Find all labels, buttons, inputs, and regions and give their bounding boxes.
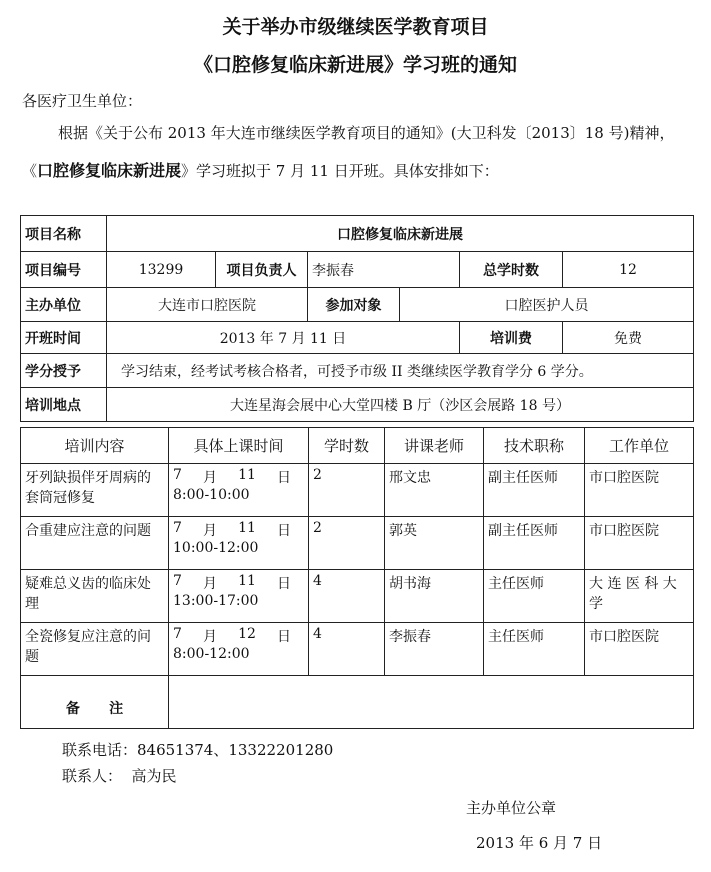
header-time: 具体上课时间 bbox=[169, 428, 309, 464]
place-label: 培训地点 bbox=[21, 388, 107, 422]
class-time bbox=[169, 517, 309, 570]
work-unit bbox=[585, 464, 694, 517]
teacher: 胡书海 bbox=[385, 570, 484, 623]
month: 7 bbox=[173, 573, 182, 589]
unit-line: 大 连 医 科 大 bbox=[589, 576, 677, 592]
notice-title-line2: 《口腔修复临床新进展》学习班的通知 bbox=[193, 54, 517, 76]
content-line: 合重建应注意的问题 bbox=[25, 523, 151, 539]
teacher-title: 副主任医师 bbox=[484, 464, 585, 517]
content-line: 疑难总义齿的临床处 bbox=[25, 576, 151, 592]
project-info-table bbox=[20, 215, 694, 422]
place-value: 大连星海会展中心大堂四楼 B 厅（沙区会展路 18 号） bbox=[107, 388, 694, 422]
work-unit bbox=[585, 517, 694, 570]
table-row bbox=[21, 464, 694, 517]
date-line bbox=[173, 626, 291, 646]
day-unit: 日 bbox=[276, 629, 291, 645]
content-line: 题 bbox=[25, 649, 39, 665]
project-name-label: 项目名称 bbox=[21, 216, 107, 252]
audience-label: 参加对象 bbox=[308, 288, 400, 322]
work-unit bbox=[585, 623, 694, 676]
table-row bbox=[21, 570, 694, 623]
time-range: 8:00-10:00 bbox=[173, 487, 250, 503]
content-line: 牙列缺损伴牙周病的 bbox=[25, 470, 151, 486]
content-line: 套筒冠修复 bbox=[25, 490, 95, 506]
unit-line: 市口腔医院 bbox=[589, 629, 659, 645]
info-row-start bbox=[21, 322, 694, 354]
month: 7 bbox=[173, 626, 182, 642]
paragraph-1: 根据《关于公布 2013 年大连市继续医学教育项目的通知》(大卫科发〔2013〕18 号)精神， bbox=[58, 124, 675, 142]
class-hours: 2 bbox=[309, 464, 385, 517]
time-range: 13:00-17:00 bbox=[173, 593, 259, 609]
day: 11 bbox=[238, 467, 256, 483]
month-unit: 月 bbox=[203, 470, 217, 486]
table-row bbox=[21, 623, 694, 676]
course-content bbox=[21, 517, 169, 570]
schedule-table bbox=[20, 427, 694, 729]
class-time bbox=[169, 570, 309, 623]
contact-phone: 联系电话：84651374、13322201280 bbox=[62, 741, 334, 759]
info-row-credit bbox=[21, 354, 694, 388]
date-line bbox=[173, 467, 291, 487]
fee-label: 培训费 bbox=[460, 322, 563, 354]
unit-line: 学 bbox=[589, 596, 603, 612]
teacher-title: 副主任医师 bbox=[484, 517, 585, 570]
day-unit: 日 bbox=[276, 576, 291, 592]
para2-rest: 》学习班拟于 7 月 11 日开班。具体安排如下： bbox=[181, 162, 499, 180]
day: 11 bbox=[238, 520, 256, 536]
work-unit bbox=[585, 570, 694, 623]
month-unit: 月 bbox=[203, 629, 217, 645]
sign-date: 2013 年 6 月 7 日 bbox=[476, 834, 603, 852]
month-unit: 月 bbox=[203, 523, 217, 539]
notice-title-line1: 关于举办市级继续医学教育项目 bbox=[222, 16, 489, 38]
start-time-label: 开班时间 bbox=[21, 322, 107, 354]
total-hours-label: 总学时数 bbox=[460, 252, 563, 288]
project-code-value: 13299 bbox=[107, 252, 216, 288]
course-content bbox=[21, 464, 169, 517]
para2-course-name: 口腔修复临床新进展 bbox=[37, 161, 182, 180]
project-leader-label: 项目负责人 bbox=[216, 252, 308, 288]
course-content bbox=[21, 570, 169, 623]
teacher-title: 主任医师 bbox=[484, 570, 585, 623]
teacher: 邢文忠 bbox=[385, 464, 484, 517]
info-row-name bbox=[21, 216, 694, 252]
day-unit: 日 bbox=[276, 523, 291, 539]
class-hours: 4 bbox=[309, 623, 385, 676]
organizer-seal: 主办单位公章 bbox=[466, 799, 557, 817]
content-line: 全瓷修复应注意的问 bbox=[25, 629, 151, 645]
unit-line: 市口腔医院 bbox=[589, 470, 659, 486]
time-range: 8:00-12:00 bbox=[173, 646, 250, 662]
header-content: 培训内容 bbox=[21, 428, 169, 464]
remarks-value bbox=[169, 676, 694, 729]
class-hours: 4 bbox=[309, 570, 385, 623]
host-unit-value: 大连市口腔医院 bbox=[107, 288, 308, 322]
time-range: 10:00-12:00 bbox=[173, 540, 259, 556]
credit-label: 学分授予 bbox=[21, 354, 107, 388]
contact-person: 联系人： 高为民 bbox=[62, 767, 177, 785]
class-time bbox=[169, 464, 309, 517]
teacher: 郭英 bbox=[385, 517, 484, 570]
host-unit-label: 主办单位 bbox=[21, 288, 107, 322]
table-row bbox=[21, 517, 694, 570]
total-hours-value: 12 bbox=[563, 252, 694, 288]
class-time bbox=[169, 623, 309, 676]
class-hours: 2 bbox=[309, 517, 385, 570]
content-line: 理 bbox=[25, 596, 39, 612]
project-code-label: 项目编号 bbox=[21, 252, 107, 288]
info-row-code bbox=[21, 252, 694, 288]
schedule-header-row bbox=[21, 428, 694, 464]
month: 7 bbox=[173, 520, 182, 536]
start-time-value: 2013 年 7 月 11 日 bbox=[107, 322, 460, 354]
header-unit: 工作单位 bbox=[585, 428, 694, 464]
header-teacher: 讲课老师 bbox=[385, 428, 484, 464]
info-row-place bbox=[21, 388, 694, 422]
project-leader-value: 李振春 bbox=[308, 252, 460, 288]
month-unit: 月 bbox=[203, 576, 217, 592]
teacher: 李振春 bbox=[385, 623, 484, 676]
info-row-host bbox=[21, 288, 694, 322]
paragraph-2 bbox=[22, 158, 499, 181]
unit-line: 市口腔医院 bbox=[589, 523, 659, 539]
remarks-row bbox=[21, 676, 694, 729]
day: 11 bbox=[238, 573, 256, 589]
header-hours: 学时数 bbox=[309, 428, 385, 464]
day: 12 bbox=[238, 626, 256, 642]
para2-prefix: 《 bbox=[22, 162, 38, 180]
fee-value: 免费 bbox=[563, 322, 694, 354]
date-line bbox=[173, 573, 291, 593]
month: 7 bbox=[173, 467, 182, 483]
teacher-title: 主任医师 bbox=[484, 623, 585, 676]
project-name-value: 口腔修复临床新进展 bbox=[107, 216, 694, 252]
salutation: 各医疗卫生单位： bbox=[22, 92, 143, 110]
day-unit: 日 bbox=[276, 470, 291, 486]
credit-value: 学习结束，经考试考核合格者，可授予市级 II 类继续医学教育学分 6 学分。 bbox=[107, 354, 694, 388]
course-content bbox=[21, 623, 169, 676]
header-title: 技术职称 bbox=[484, 428, 585, 464]
date-line bbox=[173, 520, 291, 540]
audience-value: 口腔医护人员 bbox=[400, 288, 694, 322]
remarks-label: 备 注 bbox=[21, 676, 169, 729]
